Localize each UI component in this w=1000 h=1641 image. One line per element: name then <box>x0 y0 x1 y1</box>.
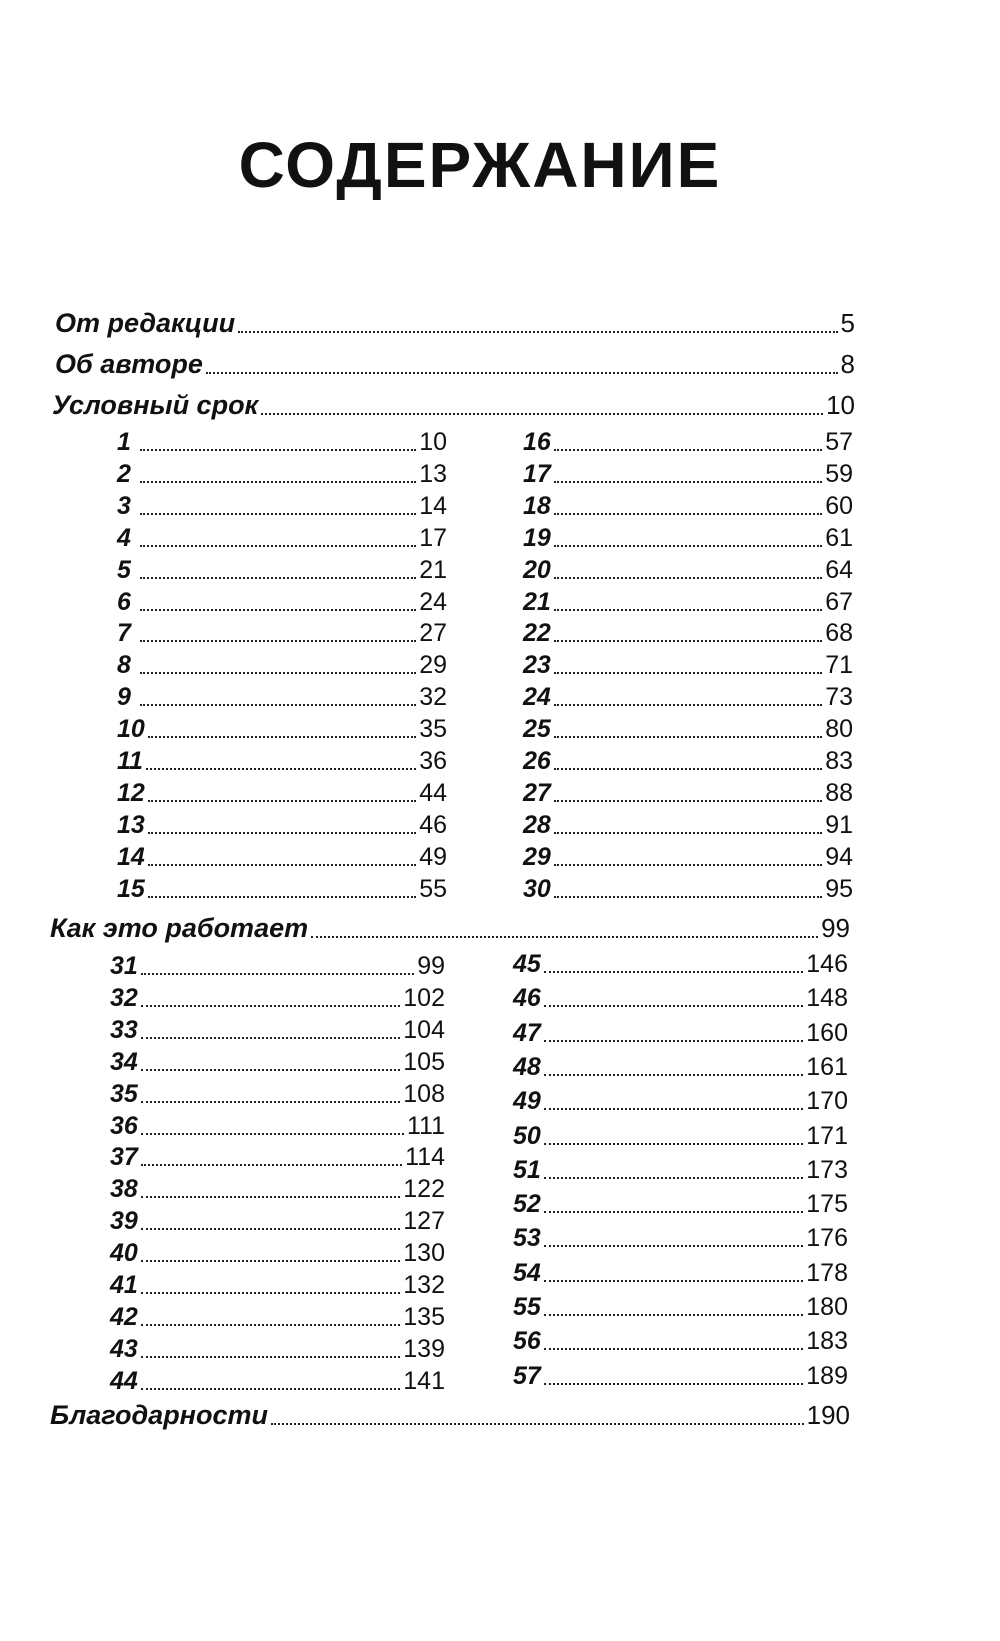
chapter-number: 27 <box>523 778 551 807</box>
dot-leader <box>554 864 822 866</box>
toc-chapter-32[interactable] <box>110 984 445 1013</box>
chapter-page: 161 <box>806 1052 848 1081</box>
chapter-number: 35 <box>110 1079 138 1108</box>
chapter-page: 61 <box>825 523 853 552</box>
chapter-page: 14 <box>419 491 447 520</box>
chapter-page: 170 <box>806 1087 848 1116</box>
dot-leader <box>148 736 416 738</box>
toc-chapter-21[interactable] <box>523 588 853 617</box>
chapter-number: 28 <box>523 810 551 839</box>
chapter-page: 91 <box>825 810 853 839</box>
chapter-page: 55 <box>419 874 447 903</box>
dot-leader <box>311 936 818 938</box>
toc-chapter-25[interactable] <box>523 715 853 744</box>
toc-chapter-18[interactable] <box>523 492 853 521</box>
chapter-page: 83 <box>825 747 853 775</box>
chapter-number: 55 <box>513 1293 541 1321</box>
chapter-number: 22 <box>523 619 551 648</box>
chapter-number: 54 <box>513 1258 541 1287</box>
toc-chapter-52[interactable] <box>513 1190 848 1219</box>
dot-leader <box>554 577 822 579</box>
toc-chapter-43[interactable] <box>110 1335 445 1364</box>
dot-leader <box>140 704 416 706</box>
chapter-number: 57 <box>513 1361 541 1390</box>
toc-chapter-36[interactable] <box>110 1112 445 1141</box>
dot-leader <box>141 1005 400 1007</box>
toc-chapter-12[interactable] <box>117 779 447 808</box>
toc-chapter-41[interactable] <box>110 1271 445 1300</box>
toc-chapter-55[interactable] <box>513 1293 848 1322</box>
toc-chapter-51[interactable] <box>513 1156 848 1185</box>
toc-chapter-40[interactable] <box>110 1239 445 1268</box>
chapter-number: 16 <box>523 428 551 456</box>
dot-leader <box>140 481 416 483</box>
toc-chapter-22[interactable] <box>523 619 853 648</box>
dot-leader <box>140 513 416 515</box>
chapter-number: 3 <box>117 491 131 520</box>
dot-leader <box>148 864 416 866</box>
chapter-page: 122 <box>403 1175 445 1204</box>
toc-entry-uslovny-srok[interactable] <box>52 390 855 421</box>
chapter-page: 88 <box>825 778 853 807</box>
dot-leader <box>554 609 822 611</box>
toc-chapter-28[interactable] <box>523 811 853 840</box>
chapter-page: 180 <box>806 1293 848 1321</box>
toc-chapter-7[interactable] <box>117 619 447 648</box>
chapter-page: 104 <box>403 1015 445 1044</box>
toc-chapter-37[interactable] <box>110 1143 445 1172</box>
dot-leader <box>141 1292 400 1294</box>
toc-chapter-42[interactable] <box>110 1303 445 1332</box>
chapter-number: 45 <box>513 950 541 978</box>
toc-chapter-24[interactable] <box>523 683 853 712</box>
dot-leader <box>141 1356 400 1358</box>
chapter-number: 33 <box>110 1015 138 1044</box>
dot-leader <box>554 481 822 483</box>
chapter-number: 2 <box>117 459 131 488</box>
dot-leader <box>554 800 822 802</box>
chapter-number: 39 <box>110 1207 138 1236</box>
chapter-page: 146 <box>806 950 848 978</box>
dot-leader <box>140 449 416 451</box>
toc-chapter-2[interactable] <box>117 460 447 489</box>
toc-chapter-30[interactable] <box>523 875 853 904</box>
dot-leader <box>544 1143 803 1145</box>
dot-leader <box>141 1228 400 1230</box>
chapter-number: 25 <box>523 715 551 744</box>
chapter-page: 105 <box>403 1047 445 1076</box>
chapter-page: 160 <box>806 1018 848 1047</box>
dot-leader <box>140 545 416 547</box>
toc-chapter-45[interactable] <box>513 950 848 979</box>
toc-entry-author[interactable] <box>55 349 855 380</box>
toc-chapter-1[interactable] <box>117 428 447 457</box>
dot-leader <box>140 609 416 611</box>
chapter-page: 59 <box>825 459 853 488</box>
dot-leader <box>148 896 416 898</box>
toc-chapter-47[interactable] <box>513 1019 848 1048</box>
chapter-number: 32 <box>110 983 138 1012</box>
chapter-page: 99 <box>417 952 445 980</box>
dot-leader <box>554 513 822 515</box>
chapter-number: 43 <box>110 1334 138 1363</box>
dot-leader <box>554 640 822 642</box>
dot-leader <box>140 640 416 642</box>
chapter-number: 26 <box>523 747 551 775</box>
dot-leader <box>141 1101 400 1103</box>
toc-chapter-49[interactable] <box>513 1087 848 1116</box>
dot-leader <box>141 1164 402 1166</box>
dot-leader <box>141 1133 404 1135</box>
chapter-page: 68 <box>825 619 853 648</box>
toc-entry-page: 8 <box>840 349 855 379</box>
dot-leader <box>554 704 822 706</box>
toc-chapter-23[interactable] <box>523 651 853 680</box>
toc-entry-label: Условный срок <box>52 390 259 420</box>
dot-leader <box>544 1383 803 1385</box>
dot-leader <box>141 1260 400 1262</box>
dot-leader <box>544 1245 803 1247</box>
chapter-page: 148 <box>806 984 848 1013</box>
chapter-page: 135 <box>403 1302 445 1331</box>
chapter-page: 171 <box>806 1121 848 1150</box>
toc-chapter-56[interactable] <box>513 1327 848 1356</box>
dot-leader <box>554 896 822 898</box>
chapter-number: 34 <box>110 1047 138 1076</box>
dot-leader <box>146 768 416 770</box>
chapter-page: 141 <box>403 1366 445 1395</box>
dot-leader <box>140 672 416 674</box>
chapter-page: 64 <box>825 555 853 584</box>
chapter-number: 48 <box>513 1052 541 1081</box>
chapter-number: 11 <box>117 747 143 775</box>
chapter-number: 46 <box>513 984 541 1013</box>
toc-chapter-46[interactable] <box>513 984 848 1013</box>
chapter-page: 36 <box>419 747 447 775</box>
chapter-number: 44 <box>110 1366 138 1395</box>
chapter-page: 49 <box>419 842 447 871</box>
dot-leader <box>544 1040 803 1042</box>
toc-chapter-16[interactable] <box>523 428 853 457</box>
chapter-page: 60 <box>825 491 853 520</box>
chapter-number: 53 <box>513 1224 541 1253</box>
toc-chapter-20[interactable] <box>523 556 853 585</box>
dot-leader <box>554 672 822 674</box>
chapter-number: 17 <box>523 459 551 488</box>
toc-entry-page: 5 <box>840 308 855 338</box>
chapter-number: 20 <box>523 555 551 584</box>
toc-chapter-11[interactable] <box>117 747 447 776</box>
toc-chapter-33[interactable] <box>110 1016 445 1045</box>
dot-leader <box>544 1005 803 1007</box>
chapter-number: 23 <box>523 651 551 680</box>
dot-leader <box>544 1211 803 1213</box>
toc-chapter-14[interactable] <box>117 843 447 872</box>
toc-chapter-4[interactable] <box>117 524 447 553</box>
chapter-page: 176 <box>806 1224 848 1253</box>
chapter-number: 30 <box>523 874 551 903</box>
toc-chapter-26[interactable] <box>523 747 853 776</box>
chapter-page: 173 <box>806 1155 848 1184</box>
chapter-page: 67 <box>825 587 853 616</box>
chapter-page: 10 <box>419 428 447 456</box>
chapter-number: 47 <box>513 1018 541 1047</box>
chapter-number: 42 <box>110 1302 138 1331</box>
chapter-page: 46 <box>419 810 447 839</box>
chapter-number: 50 <box>513 1121 541 1150</box>
chapter-number: 6 <box>117 587 131 616</box>
toc-chapter-5[interactable] <box>117 556 447 585</box>
dot-leader <box>544 1177 803 1179</box>
chapter-number: 56 <box>513 1327 541 1356</box>
toc-chapter-48[interactable] <box>513 1053 848 1082</box>
chapter-number: 5 <box>117 555 131 584</box>
chapter-number: 1 <box>117 428 131 456</box>
dot-leader <box>238 331 837 333</box>
toc-entry-label: Как это работает <box>50 913 309 943</box>
toc-chapter-44[interactable] <box>110 1367 445 1396</box>
chapter-page: 189 <box>806 1361 848 1390</box>
dot-leader <box>261 413 823 415</box>
toc-entry-page: 99 <box>821 913 850 943</box>
dot-leader <box>554 545 822 547</box>
chapter-page: 29 <box>419 651 447 680</box>
chapter-number: 38 <box>110 1175 138 1204</box>
chapter-page: 132 <box>403 1271 445 1299</box>
chapter-number: 36 <box>110 1111 138 1140</box>
chapter-number: 51 <box>513 1155 541 1184</box>
toc-chapter-15[interactable] <box>117 875 447 904</box>
chapter-page: 80 <box>825 715 853 744</box>
dot-leader <box>544 1280 803 1282</box>
chapter-page: 24 <box>419 587 447 616</box>
chapter-page: 32 <box>419 683 447 712</box>
toc-chapter-54[interactable] <box>513 1259 848 1288</box>
toc-entry-label: Об авторе <box>55 349 203 379</box>
chapter-number: 12 <box>117 778 145 807</box>
toc-chapter-57[interactable] <box>513 1362 848 1391</box>
chapter-number: 15 <box>117 874 145 903</box>
dot-leader <box>271 1423 804 1425</box>
chapter-number: 40 <box>110 1239 138 1268</box>
toc-chapter-53[interactable] <box>513 1224 848 1253</box>
toc-chapter-31[interactable] <box>110 952 445 981</box>
toc-entry-label: От редакции <box>55 308 236 338</box>
chapter-page: 71 <box>825 651 853 680</box>
dot-leader <box>544 1074 803 1076</box>
chapter-number: 37 <box>110 1143 138 1172</box>
toc-chapter-38[interactable] <box>110 1175 445 1204</box>
toc-entry-page: 10 <box>826 390 855 420</box>
dot-leader <box>544 1348 803 1350</box>
toc-chapter-19[interactable] <box>523 524 853 553</box>
chapter-page: 35 <box>419 715 447 744</box>
toc-chapter-3[interactable] <box>117 492 447 521</box>
toc-chapter-35[interactable] <box>110 1080 445 1109</box>
chapter-page: 21 <box>419 555 447 584</box>
chapter-page: 183 <box>806 1327 848 1356</box>
chapter-number: 8 <box>117 651 131 680</box>
toc-chapter-34[interactable] <box>110 1048 445 1077</box>
toc-chapter-50[interactable] <box>513 1122 848 1151</box>
dot-leader <box>141 1069 400 1071</box>
chapter-number: 4 <box>117 523 131 552</box>
chapter-number: 10 <box>117 715 145 744</box>
dot-leader <box>544 1108 803 1110</box>
chapter-number: 9 <box>117 683 131 712</box>
toc-chapter-13[interactable] <box>117 811 447 840</box>
toc-chapter-6[interactable] <box>117 588 447 617</box>
chapter-number: 49 <box>513 1087 541 1116</box>
dot-leader <box>554 736 822 738</box>
chapter-number: 41 <box>110 1271 138 1299</box>
chapter-number: 18 <box>523 491 551 520</box>
chapter-page: 127 <box>403 1207 445 1236</box>
chapter-page: 139 <box>403 1334 445 1363</box>
toc-entry-editorial[interactable] <box>55 308 855 339</box>
toc-entry-kak-eto-rabotaet[interactable] <box>50 913 850 944</box>
toc-chapter-39[interactable] <box>110 1207 445 1236</box>
toc-chapter-10[interactable] <box>117 715 447 744</box>
chapter-page: 108 <box>403 1079 445 1108</box>
dot-leader <box>141 1037 400 1039</box>
toc-entry-thanks[interactable] <box>50 1400 850 1431</box>
chapter-number: 14 <box>117 842 145 871</box>
chapter-page: 94 <box>825 842 853 871</box>
page-title: СОДЕРЖАНИЕ <box>238 129 722 201</box>
toc-chapter-29[interactable] <box>523 843 853 872</box>
chapter-number: 52 <box>513 1190 541 1219</box>
chapter-page: 13 <box>419 459 447 488</box>
dot-leader <box>140 577 416 579</box>
chapter-page: 27 <box>419 619 447 648</box>
chapter-number: 13 <box>117 810 145 839</box>
chapter-page: 114 <box>405 1143 445 1172</box>
chapter-page: 44 <box>419 778 447 807</box>
chapter-number: 19 <box>523 523 551 552</box>
dot-leader <box>141 973 414 975</box>
dot-leader <box>544 971 803 973</box>
chapter-page: 130 <box>403 1239 445 1268</box>
toc-chapter-27[interactable] <box>523 779 853 808</box>
chapter-page: 178 <box>806 1258 848 1287</box>
dot-leader <box>148 832 416 834</box>
chapter-number: 24 <box>523 683 551 712</box>
toc-chapter-17[interactable] <box>523 460 853 489</box>
dot-leader <box>206 372 838 374</box>
chapter-page: 111 <box>406 1111 445 1140</box>
chapter-page: 17 <box>419 523 447 552</box>
toc-chapter-8[interactable] <box>117 651 447 680</box>
dot-leader <box>141 1388 400 1390</box>
chapter-page: 73 <box>825 683 853 712</box>
toc-chapter-9[interactable] <box>117 683 447 712</box>
dot-leader <box>554 449 822 451</box>
toc-entry-page: 190 <box>806 1400 850 1430</box>
chapter-page: 102 <box>403 983 445 1012</box>
chapter-number: 29 <box>523 842 551 871</box>
chapter-number: 31 <box>110 952 138 980</box>
dot-leader <box>554 768 822 770</box>
dot-leader <box>544 1314 803 1316</box>
chapter-page: 175 <box>806 1190 848 1219</box>
dot-leader <box>554 832 822 834</box>
chapter-number: 7 <box>117 619 131 648</box>
dot-leader <box>141 1324 400 1326</box>
toc-entry-label: Благодарности <box>50 1400 269 1430</box>
dot-leader <box>148 800 416 802</box>
dot-leader <box>141 1196 400 1198</box>
chapter-page: 57 <box>825 428 853 456</box>
chapter-page: 95 <box>825 874 853 903</box>
chapter-number: 21 <box>523 587 551 616</box>
